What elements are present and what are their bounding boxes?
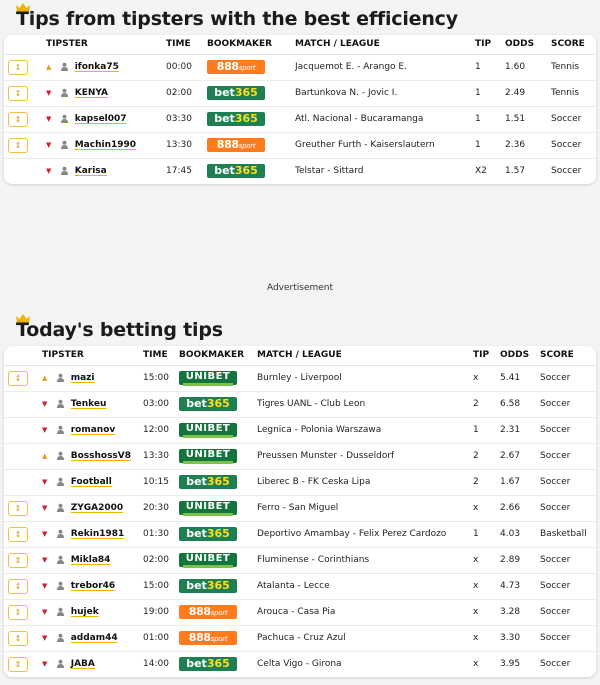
- unibet-stripe: [183, 435, 233, 438]
- match-league: Greuther Furth - Kaiserslautern: [295, 132, 475, 158]
- tipster-link[interactable]: romanov: [70, 425, 116, 435]
- tipster-link[interactable]: mazi: [70, 373, 95, 383]
- expand-toggle-button[interactable]: ⇕: [8, 138, 28, 153]
- tip-row: [4, 54, 596, 80]
- tip-row: [4, 417, 596, 443]
- tip-value: 1: [475, 54, 505, 80]
- bookmaker-logo-888sport[interactable]: 888sport: [207, 138, 265, 152]
- user-icon: [60, 166, 69, 175]
- bookmaker-logo-bet365[interactable]: bet365: [179, 657, 237, 671]
- tip-value: 1: [475, 132, 505, 158]
- odds-value: 2.67: [500, 443, 540, 469]
- expand-toggle-button[interactable]: ⇕: [8, 605, 28, 620]
- tip-value: X2: [475, 166, 487, 177]
- header-bookmaker: BOOKMAKER: [207, 35, 295, 54]
- tip-row: [4, 651, 596, 677]
- match-league: Preussen Munster - Dusseldorf: [257, 443, 473, 469]
- tipster-link[interactable]: KENYA: [74, 88, 108, 98]
- bookmaker-logo-unibet[interactable]: UNIBET: [179, 553, 237, 567]
- match-league: Bartunkova N. - Jovic I.: [295, 80, 475, 106]
- tip-value: 2: [473, 469, 500, 495]
- tip-value: x: [473, 547, 500, 573]
- tip-time: 20:30: [143, 495, 179, 521]
- sport-label: Tennis: [551, 80, 596, 106]
- odds-value: 2.49: [505, 80, 551, 106]
- header-time: TIME: [166, 35, 207, 54]
- header-time: TIME: [143, 346, 179, 365]
- bookmaker-logo-bet365[interactable]: bet365: [179, 527, 237, 541]
- sport-label: Soccer: [540, 469, 596, 495]
- tip-value: x: [473, 659, 479, 670]
- tip-value: 1: [475, 80, 505, 106]
- trend-down-icon: ▼: [42, 556, 48, 564]
- tip-value: x: [473, 599, 500, 625]
- sport-label: Soccer: [540, 365, 596, 391]
- unibet-stripe: [183, 383, 233, 386]
- bookmaker-logo-unibet[interactable]: UNIBET: [179, 501, 237, 515]
- tip-row: [4, 80, 596, 106]
- unibet-stripe: [183, 461, 233, 464]
- tip-time: 15:00: [143, 573, 179, 599]
- user-icon: [56, 399, 65, 408]
- trend-down-icon: ▼: [46, 167, 52, 176]
- tip-row: [4, 365, 596, 391]
- expand-toggle-button[interactable]: ⇕: [8, 579, 28, 594]
- unibet-stripe: [183, 513, 233, 516]
- tip-row: [4, 521, 596, 547]
- tip-row: [4, 391, 596, 417]
- match-league: Ferro - San Miguel: [257, 495, 473, 521]
- tip-row: [4, 547, 596, 573]
- tip-value: x: [473, 625, 500, 651]
- sport-label: Soccer: [540, 599, 596, 625]
- match-league: Pachuca - Cruz Azul: [257, 625, 473, 651]
- unibet-stripe: [183, 565, 233, 568]
- user-icon: [56, 373, 65, 382]
- tip-time: 01:00: [143, 625, 179, 651]
- tip-time: 13:30: [143, 443, 179, 469]
- odds-value: 1.60: [505, 54, 551, 80]
- bookmaker-logo-unibet[interactable]: UNIBET: [179, 371, 237, 385]
- sport-label: Soccer: [540, 573, 596, 599]
- bookmaker-logo-888sport[interactable]: 888sport: [179, 605, 237, 619]
- match-league: Tigres UANL - Club Leon: [257, 391, 473, 417]
- user-icon: [56, 659, 65, 668]
- sport-label: Soccer: [551, 132, 596, 158]
- tip-time: 03:00: [143, 391, 179, 417]
- tip-time: 13:30: [166, 132, 207, 158]
- trend-down-icon: ▼: [46, 141, 52, 149]
- tipster-link[interactable]: hujek: [70, 607, 99, 617]
- tipster-link[interactable]: JABA: [70, 659, 95, 670]
- user-icon: [56, 451, 65, 460]
- tipster-link[interactable]: Football: [70, 477, 112, 487]
- tipster-link[interactable]: addam44: [70, 633, 118, 643]
- tip-row: [4, 573, 596, 599]
- bookmaker-logo-bet365[interactable]: bet365: [207, 86, 265, 100]
- user-icon: [56, 607, 65, 616]
- tip-time: 14:00: [143, 659, 169, 670]
- bookmaker-logo-888sport[interactable]: 888sport: [179, 631, 237, 645]
- odds-value: 6.58: [500, 391, 540, 417]
- match-league: Jacquemot E. - Arango E.: [295, 54, 475, 80]
- trend-down-icon: ▼: [42, 400, 48, 408]
- todays-tips-table-card: [4, 346, 596, 677]
- todays-tips-table: [4, 346, 596, 677]
- match-league: Liberec B - FK Ceska Lipa: [257, 469, 473, 495]
- trend-up-icon: ▲: [46, 63, 52, 71]
- best-efficiency-table: [4, 35, 596, 184]
- odds-value: 4.73: [500, 573, 540, 599]
- expand-toggle-button[interactable]: ⇕: [8, 112, 28, 127]
- tip-time: 00:00: [166, 54, 207, 80]
- header-match: MATCH / LEAGUE: [295, 35, 475, 54]
- header-tipster: TIPSTER: [36, 346, 143, 365]
- tip-value: x: [473, 365, 500, 391]
- user-icon: [60, 140, 69, 149]
- match-league: Atl. Nacional - Bucaramanga: [295, 106, 475, 132]
- tip-time: 19:00: [143, 599, 179, 625]
- match-league: Legnica - Polonia Warszawa: [257, 417, 473, 443]
- odds-value: 4.03: [500, 521, 540, 547]
- tip-row: [4, 443, 596, 469]
- tip-value: 1: [473, 521, 500, 547]
- user-icon: [56, 425, 65, 434]
- section-title-best-efficiency: Tips from tipsters with the best efficiency: [16, 8, 458, 30]
- user-icon: [56, 581, 65, 590]
- match-league: Arouca - Casa Pia: [257, 599, 473, 625]
- header-tip: TIP: [473, 346, 500, 365]
- tipster-link[interactable]: kapsel007: [74, 114, 127, 124]
- sport-label: Soccer: [551, 166, 582, 177]
- odds-value: 1.51: [505, 106, 551, 132]
- odds-value: 1.57: [505, 166, 526, 177]
- expand-toggle-button[interactable]: ⇕: [8, 86, 28, 101]
- header-match: MATCH / LEAGUE: [257, 346, 473, 365]
- tip-row: [4, 106, 596, 132]
- bookmaker-logo-bet365[interactable]: bet365: [207, 112, 265, 126]
- header-bookmaker: BOOKMAKER: [179, 346, 257, 365]
- tip-value: 2: [473, 391, 500, 417]
- bookmaker-logo-bet365[interactable]: bet365: [179, 397, 237, 411]
- tip-row: [4, 599, 596, 625]
- trend-down-icon: ▼: [42, 660, 48, 669]
- odds-value: 5.41: [500, 365, 540, 391]
- tip-value: 2: [473, 443, 500, 469]
- tip-row: [4, 158, 596, 184]
- tip-value: x: [473, 495, 500, 521]
- odds-value: 3.95: [500, 659, 521, 670]
- tip-time: 17:45: [166, 166, 192, 177]
- tipster-link[interactable]: Tenkeu: [70, 399, 107, 409]
- user-icon: [60, 62, 69, 71]
- user-icon: [56, 555, 65, 564]
- tip-time: 15:00: [143, 365, 179, 391]
- tip-time: 02:00: [143, 547, 179, 573]
- header-score: SCORE: [551, 35, 596, 54]
- odds-value: 2.66: [500, 495, 540, 521]
- tipster-link[interactable]: Karisa: [74, 166, 107, 177]
- match-league: Fluminense - Corinthians: [257, 547, 473, 573]
- header-tipster: TIPSTER: [40, 35, 166, 54]
- tipster-link[interactable]: ifonka75: [74, 62, 119, 72]
- expand-toggle-button[interactable]: ⇕: [8, 371, 28, 386]
- sport-label: Soccer: [540, 659, 571, 670]
- trend-down-icon: ▼: [42, 504, 48, 512]
- sport-label: Soccer: [540, 547, 596, 573]
- header-score: SCORE: [540, 346, 596, 365]
- tip-time: 01:30: [143, 521, 179, 547]
- match-league: Atalanta - Lecce: [257, 573, 473, 599]
- expand-toggle-button[interactable]: ⇕: [8, 553, 28, 568]
- user-icon: [56, 503, 65, 512]
- expand-toggle-button[interactable]: ⇕: [8, 657, 28, 672]
- header-odds: ODDS: [505, 35, 551, 54]
- match-league: Deportivo Amambay - Felix Perez Cardozo: [257, 521, 473, 547]
- bookmaker-logo-bet365[interactable]: bet365: [179, 579, 237, 593]
- match-league: Telstar - Sittard: [295, 166, 364, 177]
- tip-value: 1: [475, 106, 505, 132]
- sport-label: Soccer: [540, 625, 596, 651]
- expand-toggle-button[interactable]: ⇕: [8, 501, 28, 516]
- match-league: Burnley - Liverpool: [257, 365, 473, 391]
- user-icon: [60, 114, 69, 123]
- tip-value: x: [473, 573, 500, 599]
- tip-time: 02:00: [166, 80, 207, 106]
- sport-label: Basketball: [540, 521, 596, 547]
- sport-label: Soccer: [540, 391, 596, 417]
- user-icon: [56, 633, 65, 642]
- header-tip: TIP: [475, 35, 505, 54]
- sport-label: Soccer: [540, 443, 596, 469]
- bookmaker-logo-unibet[interactable]: UNIBET: [179, 423, 237, 437]
- trend-up-icon: ▲: [42, 374, 48, 382]
- sport-label: Tennis: [551, 54, 596, 80]
- tipster-link[interactable]: Mikla84: [70, 555, 111, 565]
- trend-down-icon: ▼: [42, 426, 48, 434]
- sport-label: Soccer: [551, 106, 596, 132]
- tip-time: 03:30: [166, 106, 207, 132]
- expand-toggle-button[interactable]: ⇕: [8, 631, 28, 646]
- bookmaker-logo-888sport[interactable]: 888sport: [207, 60, 265, 74]
- tip-value: 1: [473, 417, 500, 443]
- expand-toggle-button[interactable]: ⇕: [8, 60, 28, 75]
- user-icon: [56, 477, 65, 486]
- odds-value: 1.67: [500, 469, 540, 495]
- odds-value: 2.31: [500, 417, 540, 443]
- sport-label: Soccer: [540, 495, 596, 521]
- advertisement-label: Advertisement: [266, 283, 334, 293]
- tip-time: 12:00: [143, 417, 179, 443]
- tip-row: [4, 495, 596, 521]
- tipster-link[interactable]: BosshossV8: [70, 451, 132, 461]
- tip-time: 10:15: [143, 469, 179, 495]
- odds-value: 3.28: [500, 599, 540, 625]
- header-odds: ODDS: [500, 346, 540, 365]
- section-title-todays-tips: Today's betting tips: [16, 319, 223, 341]
- tipster-link[interactable]: trebor46: [70, 581, 116, 591]
- tipster-link[interactable]: Machin1990: [74, 140, 137, 150]
- odds-value: 3.30: [500, 625, 540, 651]
- user-icon: [56, 529, 65, 538]
- user-icon: [60, 88, 69, 97]
- tipster-link[interactable]: Rekin1981: [70, 529, 125, 539]
- bookmaker-logo-bet365[interactable]: bet365: [179, 475, 237, 489]
- trend-down-icon: ▼: [42, 478, 48, 486]
- trend-down-icon: ▼: [46, 115, 52, 123]
- odds-value: 2.89: [500, 547, 540, 573]
- trend-down-icon: ▼: [46, 89, 52, 97]
- sport-label: Soccer: [540, 417, 596, 443]
- trend-down-icon: ▼: [42, 530, 48, 538]
- trend-down-icon: ▼: [42, 634, 48, 642]
- tip-row: [4, 469, 596, 495]
- bookmaker-logo-unibet[interactable]: UNIBET: [179, 449, 237, 463]
- expand-toggle-button[interactable]: ⇕: [8, 527, 28, 542]
- tip-row: [4, 625, 596, 651]
- trend-down-icon: ▼: [42, 608, 48, 616]
- tipster-link[interactable]: ZYGA2000: [70, 503, 124, 513]
- odds-value: 2.36: [505, 132, 551, 158]
- bookmaker-logo-bet365[interactable]: bet365: [207, 164, 265, 178]
- match-league: Celta Vigo - Girona: [257, 659, 342, 670]
- trend-up-icon: ▲: [42, 452, 48, 460]
- best-efficiency-table-card: [4, 35, 596, 184]
- trend-down-icon: ▼: [42, 582, 48, 590]
- tip-row: [4, 132, 596, 158]
